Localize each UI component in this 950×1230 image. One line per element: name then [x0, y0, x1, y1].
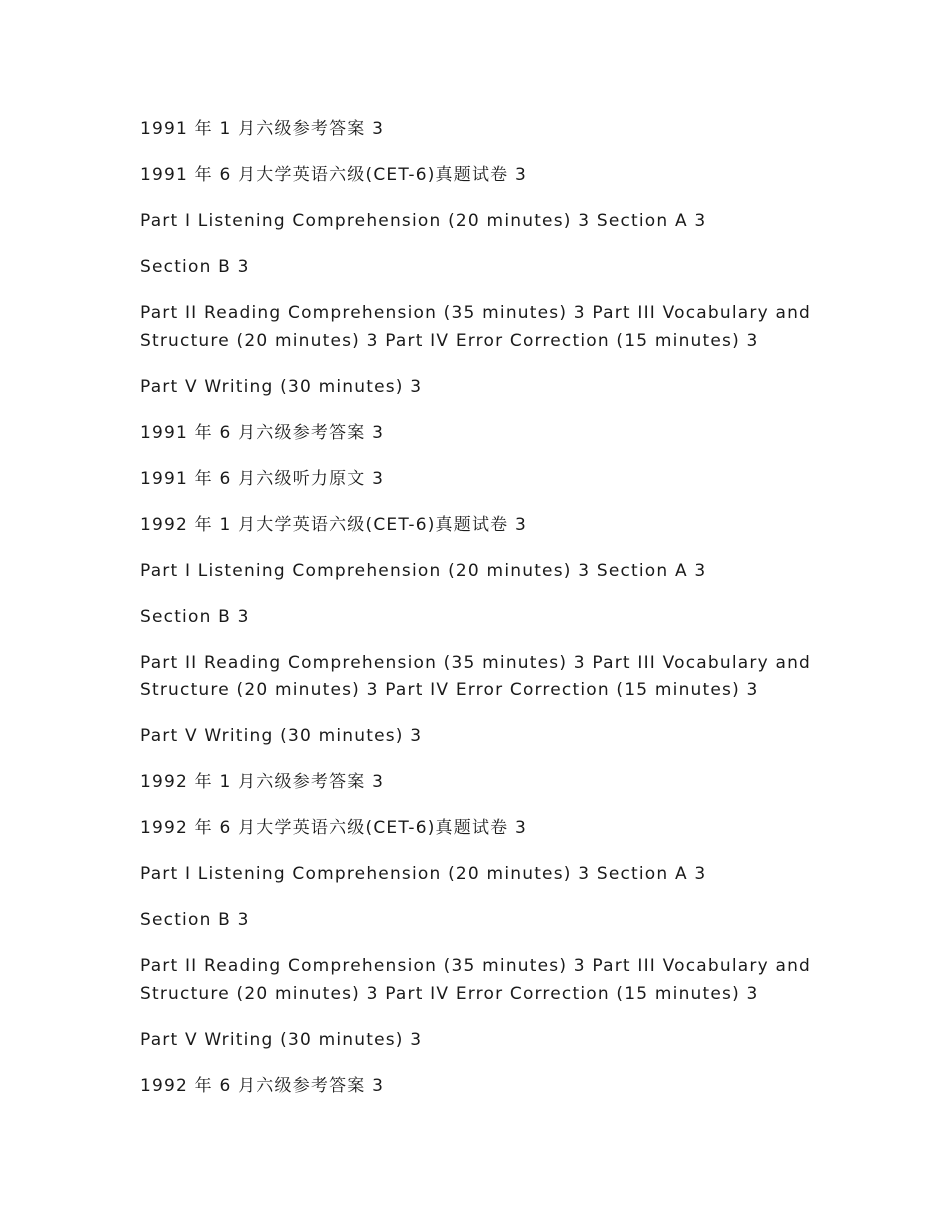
toc-entry[interactable]: Part II Reading Comprehension (35 minutes) 3 Part III Vocabulary and Structure (20 minutes) 3 Part IV Error Correction (15 minutes) 3: [140, 956, 812, 1004]
toc-entry[interactable]: Part II Reading Comprehension (35 minutes) 3 Part III Vocabulary and Structure (20 minutes) 3 Part IV Error Correction (15 minutes) 3: [140, 652, 812, 700]
toc-entry[interactable]: Part V Writing (30 minutes) 3: [140, 376, 423, 397]
toc-entry[interactable]: 1991 年 6 月大学英语六级(CET-6)真题试卷 3: [140, 165, 527, 185]
toc-entry[interactable]: Section B 3: [140, 257, 250, 277]
table-of-contents: [140, 116, 820, 1119]
toc-entry[interactable]: 1992 年 1 月六级参考答案 3: [140, 772, 385, 792]
toc-entry[interactable]: 1992 年 6 月六级参考答案 3: [140, 1075, 385, 1096]
toc-entry[interactable]: Part I Listening Comprehension (20 minutes) 3 Section A 3: [140, 560, 707, 581]
toc-entry[interactable]: 1992 年 1 月大学英语六级(CET-6)真题试卷 3: [140, 514, 527, 535]
toc-entry[interactable]: Part V Writing (30 minutes) 3: [140, 726, 423, 746]
toc-entry[interactable]: Section B 3: [140, 910, 250, 930]
toc-entry[interactable]: Part II Reading Comprehension (35 minutes) 3 Part III Vocabulary and Structure (20 minutes) 3 Part IV Error Correction (15 minutes) 3: [140, 303, 812, 351]
toc-entry[interactable]: 1992 年 6 月大学英语六级(CET-6)真题试卷 3: [140, 818, 527, 838]
toc-entry[interactable]: 1991 年 1 月六级参考答案 3: [140, 119, 385, 139]
toc-entry[interactable]: 1991 年 6 月六级听力原文 3: [140, 468, 385, 489]
toc-entry[interactable]: 1991 年 6 月六级参考答案 3: [140, 422, 385, 443]
toc-entry[interactable]: Part I Listening Comprehension (20 minutes) 3 Section A 3: [140, 211, 707, 231]
toc-entry[interactable]: Part V Writing (30 minutes) 3: [140, 1029, 423, 1050]
toc-entry[interactable]: Section B 3: [140, 606, 250, 627]
toc-entry[interactable]: Part I Listening Comprehension (20 minutes) 3 Section A 3: [140, 864, 707, 884]
